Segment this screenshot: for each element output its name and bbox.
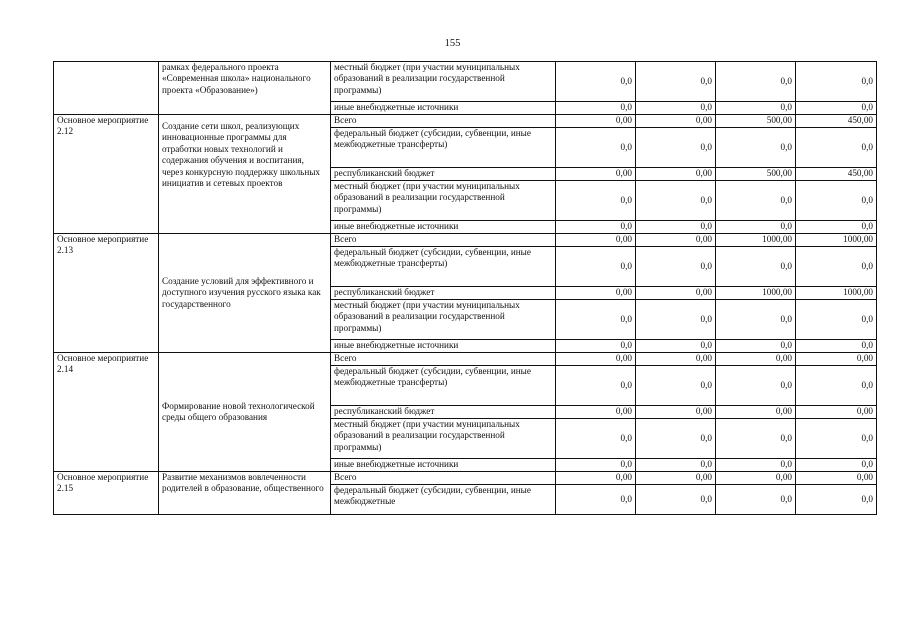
value-cell: 0,00 [556, 472, 636, 485]
value-cell: 0,0 [796, 181, 877, 221]
source-label: местный бюджет (при участии муниципальных образований в реализации государственной программы) [331, 300, 556, 340]
value-cell: 0,0 [636, 247, 716, 287]
value-cell: 0,0 [636, 300, 716, 340]
value-cell: 0,0 [716, 247, 796, 287]
value-cell: 0,00 [636, 406, 716, 419]
value-cell: 0,0 [796, 485, 877, 515]
code-cell-empty [54, 62, 159, 115]
value-cell: 0,0 [556, 247, 636, 287]
value-cell: 0,0 [796, 62, 877, 102]
table-row [54, 234, 877, 247]
table-row [54, 353, 877, 366]
value-cell: 0,0 [716, 459, 796, 472]
value-cell: 0,0 [796, 366, 877, 406]
source-label: иные внебюджетные источники [331, 102, 556, 115]
source-label: местный бюджет (при участии муниципальных образований в реализации государственной программы) [331, 181, 556, 221]
value-cell: 0,0 [716, 102, 796, 115]
measure-description: Создание условий для эффективного и доступного изучения русского языка как государственного [159, 234, 331, 353]
value-cell: 0,00 [636, 353, 716, 366]
source-label: Всего [331, 115, 556, 128]
value-cell: 0,00 [556, 353, 636, 366]
value-cell: 0,0 [636, 181, 716, 221]
value-cell: 450,00 [796, 168, 877, 181]
value-cell: 0,0 [556, 300, 636, 340]
source-label: федеральный бюджет (субсидии, субвенции, иные межбюджетные трансферты) [331, 366, 556, 406]
measure-code: Основное мероприятие 2.15 [54, 472, 159, 515]
value-cell: 0,00 [796, 406, 877, 419]
value-cell: 0,0 [556, 221, 636, 234]
value-cell: 0,00 [556, 115, 636, 128]
value-cell: 0,00 [716, 353, 796, 366]
page-number: 155 [444, 38, 461, 49]
table-row [54, 472, 877, 485]
value-cell: 0,0 [796, 340, 877, 353]
value-cell: 0,0 [556, 419, 636, 459]
source-label: республиканский бюджет [331, 287, 556, 300]
table-row [54, 62, 877, 102]
value-cell: 0,0 [556, 485, 636, 515]
value-cell: 0,0 [636, 419, 716, 459]
value-cell: 500,00 [716, 168, 796, 181]
source-label: республиканский бюджет [331, 168, 556, 181]
value-cell: 0,0 [556, 62, 636, 102]
value-cell: 0,00 [636, 472, 716, 485]
value-cell: 0,0 [556, 340, 636, 353]
measure-code: Основное мероприятие 2.14 [54, 353, 159, 472]
value-cell: 0,0 [716, 340, 796, 353]
value-cell: 0,0 [716, 62, 796, 102]
value-cell: 0,0 [636, 62, 716, 102]
value-cell: 0,00 [636, 287, 716, 300]
value-cell: 1000,00 [716, 234, 796, 247]
value-cell: 0,0 [716, 221, 796, 234]
value-cell: 0,00 [796, 472, 877, 485]
value-cell: 0,0 [796, 419, 877, 459]
value-cell: 0,0 [796, 221, 877, 234]
value-cell: 0,0 [796, 102, 877, 115]
measure-code: Основное мероприятие 2.13 [54, 234, 159, 353]
value-cell: 0,0 [716, 485, 796, 515]
value-cell: 0,0 [636, 340, 716, 353]
value-cell: 0,00 [636, 115, 716, 128]
value-cell: 0,0 [716, 181, 796, 221]
source-label: Всего [331, 472, 556, 485]
measure-description: Создание сети школ, реализующих инновационные программы для отработки новых технологий и содержания обучения и воспитания, через конкурсную поддержку школьных инициатив и сетевых проектов [159, 115, 331, 234]
value-cell: 0,0 [796, 247, 877, 287]
value-cell: 0,0 [636, 366, 716, 406]
value-cell: 0,00 [556, 234, 636, 247]
value-cell: 0,0 [556, 102, 636, 115]
value-cell: 0,00 [556, 168, 636, 181]
source-label: иные внебюджетные источники [331, 340, 556, 353]
value-cell: 1000,00 [796, 287, 877, 300]
value-cell: 500,00 [716, 115, 796, 128]
value-cell: 0,0 [796, 300, 877, 340]
value-cell: 0,00 [636, 234, 716, 247]
source-label: федеральный бюджет (субсидии, субвенции, иные межбюджетные трансферты) [331, 247, 556, 287]
value-cell: 0,00 [556, 406, 636, 419]
source-label: Всего [331, 353, 556, 366]
measure-description: рамках федерального проекта «Современная школа» национального проекта «Образование») [159, 62, 331, 115]
value-cell: 0,0 [556, 181, 636, 221]
value-cell: 0,0 [716, 419, 796, 459]
value-cell: 0,0 [796, 128, 877, 168]
value-cell: 0,0 [716, 366, 796, 406]
value-cell: 0,00 [716, 406, 796, 419]
value-cell: 0,0 [556, 128, 636, 168]
value-cell: 0,0 [636, 128, 716, 168]
source-label: федеральный бюджет (субсидии, субвенции, иные межбюджетные [331, 485, 556, 515]
measure-code: Основное мероприятие 2.12 [54, 115, 159, 234]
value-cell: 0,0 [636, 485, 716, 515]
measure-description: Развитие механизмов вовлеченности родителей в образование, общественного [159, 472, 331, 515]
value-cell: 0,00 [556, 287, 636, 300]
budget-table [53, 61, 877, 515]
source-label: местный бюджет (при участии муниципальных образований в реализации государственной программы) [331, 419, 556, 459]
table-row [54, 115, 877, 128]
source-label: иные внебюджетные источники [331, 221, 556, 234]
value-cell: 1000,00 [796, 234, 877, 247]
value-cell: 0,0 [716, 300, 796, 340]
value-cell: 0,0 [716, 128, 796, 168]
measure-description: Формирование новой технологической среды общего образования [159, 353, 331, 472]
value-cell: 1000,00 [716, 287, 796, 300]
source-label: местный бюджет (при участии муниципальных образований в реализации государственной программы) [331, 62, 556, 102]
source-label: Всего [331, 234, 556, 247]
source-label: иные внебюджетные источники [331, 459, 556, 472]
source-label: федеральный бюджет (субсидии, субвенции, иные межбюджетные трансферты) [331, 128, 556, 168]
value-cell: 0,0 [796, 459, 877, 472]
value-cell: 0,00 [636, 168, 716, 181]
source-label: республиканский бюджет [331, 406, 556, 419]
value-cell: 0,00 [716, 472, 796, 485]
value-cell: 0,0 [636, 459, 716, 472]
value-cell: 0,0 [556, 459, 636, 472]
value-cell: 450,00 [796, 115, 877, 128]
value-cell: 0,00 [796, 353, 877, 366]
value-cell: 0,0 [636, 221, 716, 234]
value-cell: 0,0 [636, 102, 716, 115]
value-cell: 0,0 [556, 366, 636, 406]
